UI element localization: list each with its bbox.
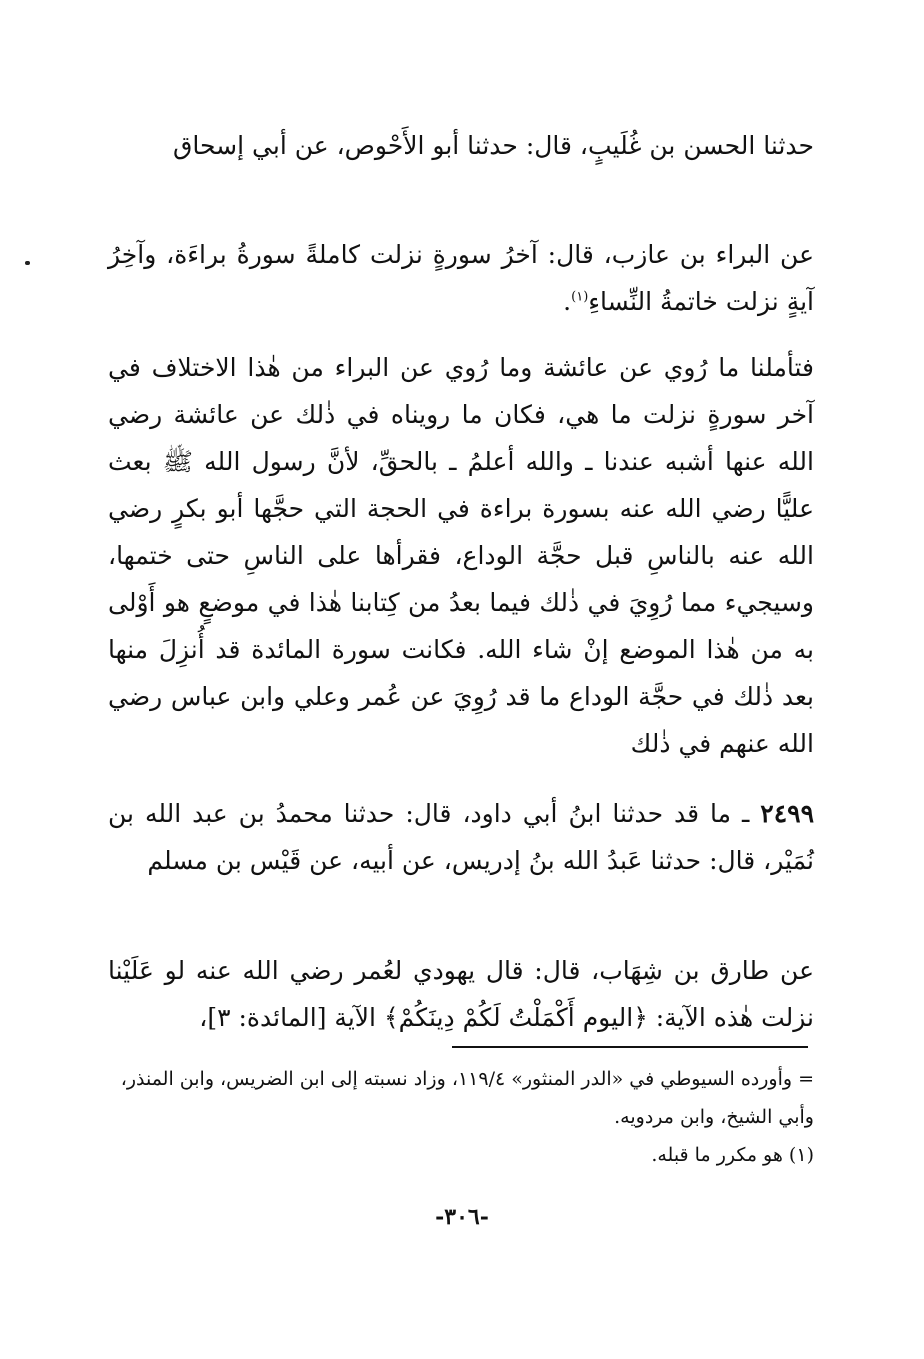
paragraph-hadith-2499: عن طارق بن شِهَاب، قال: قال يهودي لعُمر رضي الله عنه لو عَلَيْنا نزلت هٰذه الآية: ﴿اليوم أَكْمَلْتُ لَكُمْ دِينَكُمْ﴾ الآية [المائدة: ٣]، [108, 956, 814, 1032]
footnote-continuation: = وأورده السيوطي في «الدر المنثور» ١١٩/٤، وزاد نسبته إلى ابن الضريس، وابن المنذر، وأبي الشيخ، وابن مردويه. [120, 1068, 814, 1128]
paragraph-hadith-1 [108, 231, 814, 325]
margin-mark [25, 261, 30, 265]
footnotes [108, 1060, 814, 1174]
footnote-1: (١) هو مكرر ما قبله. [651, 1144, 814, 1166]
paragraph-isnad-2499-text: ـ ما قد حدثنا ابنُ أبي داود، قال: حدثنا محمدُ بن عبد الله بن نُمَيْر، قال: حدثنا عَبدُ الله بنُ إدريس، عن أبيه، عن قَيْس بن مسلم [108, 799, 814, 875]
footnote-separator [452, 1046, 808, 1048]
paragraph-isnad-2499 [108, 790, 814, 884]
paragraph-isnad-1: حدثنا الحسن بن غُلَيبٍ، قال: حدثنا أبو الأَحْوص، عن أبي إسحاق [173, 131, 814, 160]
paragraph-commentary: فتأملنا ما رُوي عن عائشة وما رُوي عن البراء من هٰذا الاختلاف في آخر سورةٍ نزلت ما هي، فكان ما رويناه في ذٰلك عن عائشة رضي الله عنها أشبه عندنا ـ والله أعلمُ ـ بالحقِّ، لأنَّ رسول الله ﷺ بعث عليًّا رضي الله عنه بسورة براءة في الحجة التي حجَّها أبو بكرٍ رضي الله عنه بالناسِ قبل حجَّة الوداع، فقرأها على الناسِ حتى ختمها، وسيجيء مما رُوِيَ في ذٰلك فيما بعدُ من كِتابنا هٰذا في موضعٍ هو أَوْلى به من هٰذا الموضع إنْ شاء الله. فكانت سورة المائدة قد أُنزِلَ منها بعد ذٰلك في حجَّة الوداع ما قد رُوِيَ عن عُمر وعلي وابن عباس رضي الله عنهم في ذٰلك [108, 353, 814, 758]
hadith-number: ٢٤٩٩ [760, 799, 814, 828]
paragraph-hadith-1-text: عن البراء بن عازب، قال: آخرُ سورةٍ نزلت كاملةً سورةُ براءَة، وآخِرُ آيةٍ نزلت خاتمةُ النِّساءِ [108, 240, 814, 316]
page-number: -٣٠٦- [435, 1204, 489, 1230]
footnote-marker-1: (١) [571, 289, 589, 305]
paragraph-hadith-1-end: . [563, 287, 572, 316]
